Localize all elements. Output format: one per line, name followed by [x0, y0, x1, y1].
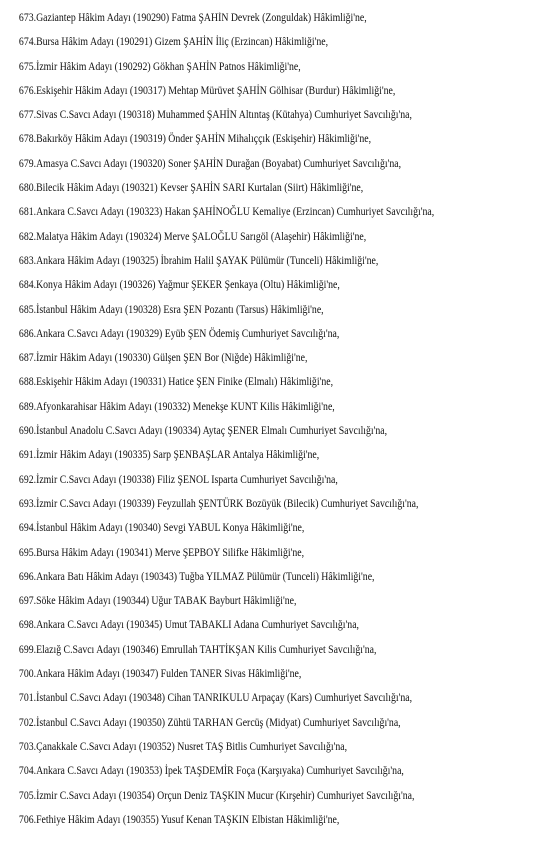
list-item — [19, 808, 472, 832]
list-item — [19, 79, 472, 103]
list-item — [19, 200, 472, 224]
entry-text: Malatya Hâkim Adayı (190324) Merve ŞALOĞLU Sarıgöl (Alaşehir) Hâkimliği'ne, — [36, 230, 367, 243]
list-item — [19, 370, 472, 394]
entry-number: 691. — [18, 449, 37, 462]
entry-text: Ankara Hâkim Adayı (190347) Fulden TANER Sivas Hâkimliği'ne, — [36, 668, 302, 681]
entry-text: Bilecik Hâkim Adayı (190321) Kevser ŞAHİN SARI Kurtalan (Siirt) Hâkimliği'ne, — [36, 182, 364, 195]
list-item — [19, 103, 472, 127]
entry-text: Eskişehir Hâkim Adayı (190317) Mehtap Mürüvet ŞAHİN Gölhisar (Burdur) Hâkimliği'ne, — [36, 84, 396, 97]
entry-number: 686. — [18, 327, 37, 340]
entry-number: 689. — [18, 400, 37, 413]
list-item — [19, 419, 472, 443]
list-item — [19, 346, 472, 370]
entry-number: 702. — [18, 716, 37, 729]
entry-number: 684. — [18, 279, 37, 292]
list-item — [19, 468, 472, 492]
entry-text: İzmir Hâkim Adayı (190292) Gökhan ŞAHİN Patnos Hâkimliği'ne, — [36, 60, 301, 73]
entry-text: İzmir Hâkim Adayı (190330) Gülşen ŞEN Bor (Niğde) Hâkimliği'ne, — [36, 352, 308, 365]
list-item — [19, 711, 472, 735]
entry-text: Bakırköy Hâkim Adayı (190319) Önder ŞAHİN Mihalıççık (Eskişehir) Hâkimliği'ne, — [36, 133, 372, 146]
entry-text: İstanbul Hâkim Adayı (190328) Esra ŞEN Pozantı (Tarsus) Hâkimliği'ne, — [36, 303, 324, 316]
entry-number: 696. — [18, 570, 37, 583]
entry-text: Sivas C.Savcı Adayı (190318) Muhammed ŞAHİN Altıntaş (Kütahya) Cumhuriyet Savcılığı'na, — [36, 109, 412, 122]
entry-text: İstanbul C.Savcı Adayı (190350) Zühtü TARHAN Gercüş (Midyat) Cumhuriyet Savcılığı'na, — [36, 716, 401, 729]
list-item — [19, 273, 472, 297]
entry-text: Ankara C.Savcı Adayı (190345) Umut TABAKLI Adana Cumhuriyet Savcılığı'na, — [36, 619, 359, 632]
entry-text: Çanakkale C.Savcı Adayı (190352) Nusret TAŞ Bitlis Cumhuriyet Savcılığı'na, — [36, 740, 348, 753]
entry-number: 675. — [18, 60, 37, 73]
entry-number: 683. — [18, 254, 37, 267]
entry-number: 704. — [18, 765, 37, 778]
entry-text: Amasya C.Savcı Adayı (190320) Soner ŞAHİN Durağan (Boyabat) Cumhuriyet Savcılığı'na, — [36, 157, 402, 170]
entry-number: 700. — [18, 668, 37, 681]
entry-text: Söke Hâkim Adayı (190344) Uğur TABAK Bayburt Hâkimliği'ne, — [36, 595, 297, 608]
list-item — [19, 225, 472, 249]
entry-text: Ankara C.Savcı Adayı (190329) Eyüb ŞEN Ödemiş Cumhuriyet Savcılığı'na, — [36, 327, 340, 340]
entry-text: Ankara C.Savcı Adayı (190353) İpek TAŞDEMİR Foça (Karşıyaka) Cumhuriyet Savcılığı'na, — [36, 765, 404, 778]
entry-text: Konya Hâkim Adayı (190326) Yağmur ŞEKER Şenkaya (Oltu) Hâkimliği'ne, — [36, 279, 340, 292]
entry-text: İzmir Hâkim Adayı (190335) Sarp ŞENBAŞLAR Antalya Hâkimliği'ne, — [36, 449, 320, 462]
entry-number: 703. — [18, 740, 37, 753]
entry-number: 692. — [18, 473, 37, 486]
list-item — [19, 784, 472, 808]
list-item — [19, 127, 472, 151]
entry-number: 674. — [18, 36, 37, 49]
entry-number: 679. — [18, 157, 37, 170]
list-item — [19, 613, 472, 637]
list-item — [19, 443, 472, 467]
entry-number: 682. — [18, 230, 37, 243]
list-item — [19, 55, 472, 79]
list-item — [19, 6, 472, 30]
entry-number: 685. — [18, 303, 37, 316]
list-item — [19, 30, 472, 54]
entry-number: 673. — [18, 12, 37, 24]
entry-number: 698. — [18, 619, 37, 632]
entry-number: 695. — [18, 546, 37, 559]
entry-text: İzmir C.Savcı Adayı (190338) Filiz ŞENOL Isparta Cumhuriyet Savcılığı'na, — [36, 473, 338, 486]
entry-text: Fethiye Hâkim Adayı (190355) Yusuf Kenan TAŞKIN Elbistan Hâkimliği'ne, — [36, 813, 340, 826]
entry-number: 697. — [18, 595, 37, 608]
entry-text: Afyonkarahisar Hâkim Adayı (190332) Menekşe KUNT Kilis Hâkimliği'ne, — [36, 400, 335, 413]
list-item — [19, 176, 472, 200]
entry-number: 701. — [18, 692, 37, 705]
entry-text: İzmir C.Savcı Adayı (190339) Feyzullah ŞENTÜRK Bozüyük (Bilecik) Cumhuriyet Savcılığı'na, — [36, 497, 419, 510]
entry-number: 699. — [18, 643, 37, 656]
entry-number: 688. — [18, 376, 37, 389]
entry-text: Elazığ C.Savcı Adayı (190346) Emrullah TAHTİKŞAN Kilis Cumhuriyet Savcılığı'na, — [36, 643, 377, 656]
entry-text: İstanbul Anadolu C.Savcı Adayı (190334) Aytaç ŞENER Elmalı Cumhuriyet Savcılığı'na, — [36, 425, 388, 438]
entry-number: 706. — [18, 813, 37, 826]
list-item — [19, 298, 472, 322]
list-item — [19, 662, 472, 686]
list-item — [19, 638, 472, 662]
entry-text: Ankara Batı Hâkim Adayı (190343) Tuğba YILMAZ Pülümür (Tunceli) Hâkimliği'ne, — [36, 570, 375, 583]
list-item — [19, 322, 472, 346]
entry-text: Ankara C.Savcı Adayı (190323) Hakan ŞAHİNOĞLU Kemaliye (Erzincan) Cumhuriyet Savcılığı'na, — [36, 206, 435, 219]
entry-number: 690. — [18, 425, 37, 438]
entry-text: İstanbul C.Savcı Adayı (190348) Cihan TANRIKULU Arpaçay (Kars) Cumhuriyet Savcılığı'na, — [36, 692, 413, 705]
entry-number: 705. — [18, 789, 37, 802]
list-item — [19, 565, 472, 589]
entry-text: Bursa Hâkim Adayı (190341) Merve ŞEPBOY Silifke Hâkimliği'ne, — [36, 546, 305, 559]
list-item — [19, 152, 472, 176]
entry-number: 676. — [18, 84, 37, 97]
entry-number: 687. — [18, 352, 37, 365]
list-item — [19, 589, 472, 613]
entry-text: Bursa Hâkim Adayı (190291) Gizem ŞAHİN İliç (Erzincan) Hâkimliği'ne, — [36, 36, 329, 49]
entry-text: İzmir C.Savcı Adayı (190354) Orçun Deniz TAŞKIN Mucur (Kırşehir) Cumhuriyet Savcılığı'na, — [36, 789, 415, 802]
list-item — [19, 686, 472, 710]
entry-number: 680. — [18, 182, 37, 195]
entry-text: Gaziantep Hâkim Adayı (190290) Fatma ŞAHİN Devrek (Zonguldak) Hâkimliği'ne, — [36, 12, 367, 24]
list-item — [19, 759, 472, 783]
list-item — [19, 249, 472, 273]
entry-text: Ankara Hâkim Adayı (190325) İbrahim Halil ŞAYAK Pülümür (Tunceli) Hâkimliği'ne, — [36, 254, 379, 267]
list-item — [19, 395, 472, 419]
entry-text: Eskişehir Hâkim Adayı (190331) Hatice ŞEN Finike (Elmalı) Hâkimliği'ne, — [36, 376, 334, 389]
entry-number: 693. — [18, 497, 37, 510]
list-item — [19, 516, 472, 540]
list-item — [19, 492, 472, 516]
entry-number: 681. — [18, 206, 37, 219]
entry-text: İstanbul Hâkim Adayı (190340) Sevgi YABUL Konya Hâkimliği'ne, — [36, 522, 305, 535]
list-item — [19, 541, 472, 565]
entry-number: 678. — [18, 133, 37, 146]
entry-number: 677. — [18, 109, 37, 122]
entry-number: 694. — [18, 522, 37, 535]
list-item — [19, 735, 472, 759]
